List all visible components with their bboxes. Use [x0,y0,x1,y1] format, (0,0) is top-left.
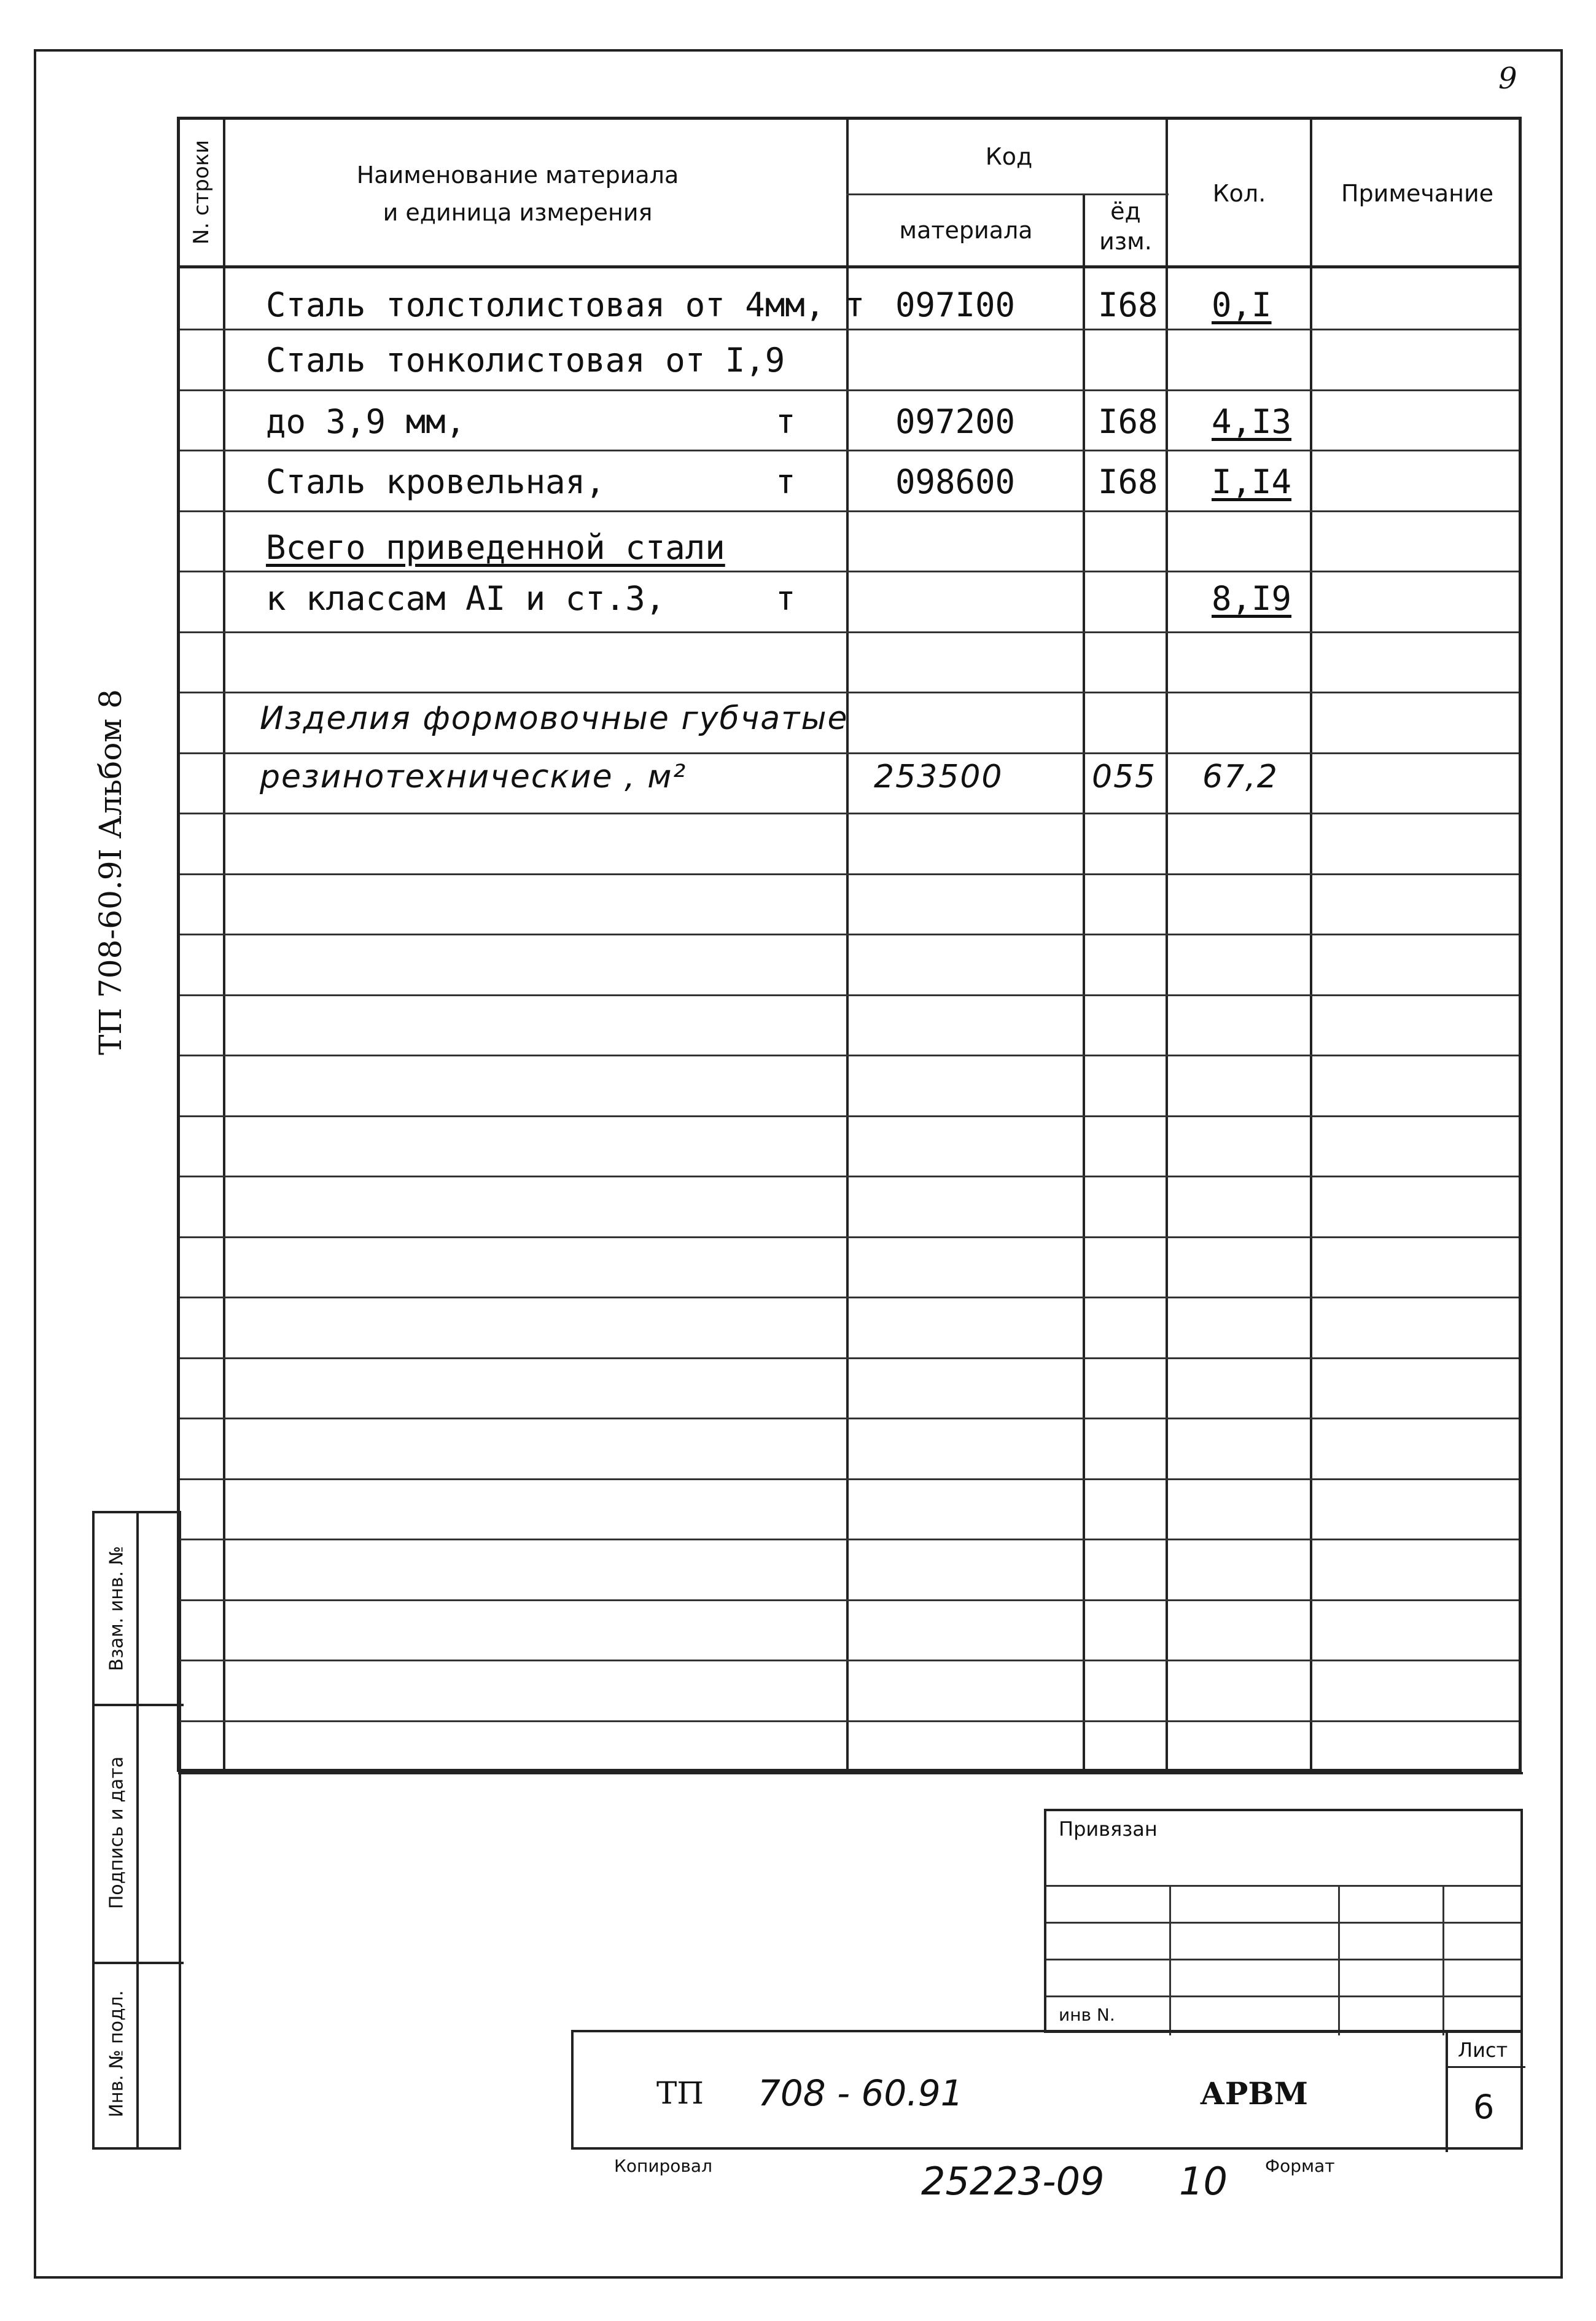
column-divider [1310,120,1312,1769]
privyazan-line [1046,1959,1520,1960]
privyazan-col [1442,1885,1444,2035]
album-label-text: ТП 708-60.9I Альбом 8 [93,689,128,1055]
header-qty: Кол. [1212,180,1266,207]
row-4-qty: I,I4 [1212,462,1292,501]
table-row-line [180,571,1519,572]
sheet-cell-divider [1446,2032,1448,2152]
table-row-line [180,1539,1519,1540]
table-row-line [180,1478,1519,1480]
table-row-line [180,389,1519,391]
privyazan-line [1046,1922,1520,1924]
header-bottom-line [180,265,1519,268]
header-name-line1: Наименование материала [356,162,679,189]
inv-no-label: инв N. [1059,2005,1115,2025]
table-row-line [180,1115,1519,1117]
side-stamp-separator [95,1704,184,1706]
table-row-line [180,1176,1519,1177]
document-title-block [571,2030,1523,2150]
privyazan-label: Привязан [1059,1817,1158,1841]
table-row-line [180,1599,1519,1601]
table-row-line [180,813,1519,814]
table-row-line [180,692,1519,693]
header-code: Код [985,143,1033,170]
table-row-line [180,1357,1519,1359]
row-3-unit: I68 [1098,402,1158,441]
format-label: Формат [1265,2156,1335,2176]
row-3-name: до 3,9 мм, [266,402,466,441]
header-code-unit [1086,197,1166,257]
privyazan-col [1338,1885,1340,2035]
header-code-material: материала [899,217,1033,244]
table-row-line [180,510,1519,512]
sheet-value: 6 [1473,2088,1495,2126]
table-row-line [180,1055,1519,1056]
table-row-line [180,329,1519,330]
table-row-line [180,994,1519,996]
album-label [93,689,135,1055]
sheet-cell-split [1446,2066,1525,2068]
row-1-code: 097I00 [895,286,1016,324]
table-row-line [180,1660,1519,1661]
side-stamp-separator [95,1962,184,1964]
row-1-name: Сталь толстолистовая от 4мм, т [266,286,865,324]
stamp-label-vzam: Взам. инв. № [106,1546,128,1671]
specification-table [177,117,1522,1772]
privyazan-line [1046,1995,1520,1997]
row-3-name-unit: т [776,402,796,441]
row-2-name: Сталь тонколистовая от I,9 [266,341,785,380]
table-row-line [180,1297,1519,1298]
copied-label: Копировал [614,2156,712,2176]
table-row-line [180,450,1519,451]
row-5-name: Всего приведенной стали [266,528,725,567]
stamp-label-podpis: Подпись и дата [106,1756,128,1909]
header-name [272,157,763,232]
stamp-label-inv-podl: Инв. № подл. [106,1990,128,2118]
row-9-code: 253500 [874,759,1003,795]
side-stamp [92,1511,181,2150]
row-6-name: к классам АI и ст.3, [266,579,666,618]
row-6-name-unit: т [776,579,796,618]
row-3-qty: 4,I3 [1212,402,1292,441]
row-4-name: Сталь кровельная, [266,462,605,501]
row-4-unit: I68 [1098,462,1158,501]
doc-mark: АРВМ [1200,2075,1308,2112]
sheet-number: 9 [1498,61,1517,96]
code-header-split [846,193,1169,195]
row-9-qty: 67,2 [1202,759,1279,795]
table-row-line [180,1236,1519,1238]
table-row-line [180,873,1519,875]
header-code-unit-line2: изм. [1099,228,1152,256]
privyazan-block [1044,1809,1523,2033]
table-row-line [180,752,1519,754]
column-divider [1166,120,1168,1769]
order-number: 25223-09 [921,2159,1105,2204]
row-4-name-unit: т [776,462,796,501]
row-9-unit: 055 [1092,759,1157,795]
privyazan-col [1169,1885,1171,2035]
sheet-label: Лист [1458,2038,1508,2062]
row-3-code: 097200 [895,402,1016,441]
header-code-unit-line1: ёд [1110,198,1141,225]
title-block-top-rule [178,1772,1523,1774]
header-note: Примечание [1341,180,1494,207]
order-suffix: 10 [1179,2159,1228,2204]
row-1-unit: I68 [1098,286,1158,324]
column-divider [846,120,849,1769]
doc-number: 708 - 60.91 [758,2072,963,2114]
header-row-no: N. строки [189,139,214,245]
table-row-line [180,631,1519,633]
column-divider [223,120,225,1769]
header-name-line2: и единица измерения [383,198,653,226]
row-4-code: 098600 [895,462,1016,501]
row-6-qty: 8,I9 [1212,579,1292,618]
column-divider [1083,193,1085,1769]
doc-prefix: ТП [656,2075,704,2111]
row-9-name: резинотехнические , м² [260,759,687,795]
row-8-name: Изделия формовочные губчатые [260,700,849,737]
table-row-line [180,1418,1519,1419]
privyazan-line [1046,1885,1520,1887]
row-1-qty: 0,I [1212,286,1272,324]
side-stamp-divider [136,1513,139,2147]
table-row-line [180,934,1519,935]
table-row-line [180,1720,1519,1722]
